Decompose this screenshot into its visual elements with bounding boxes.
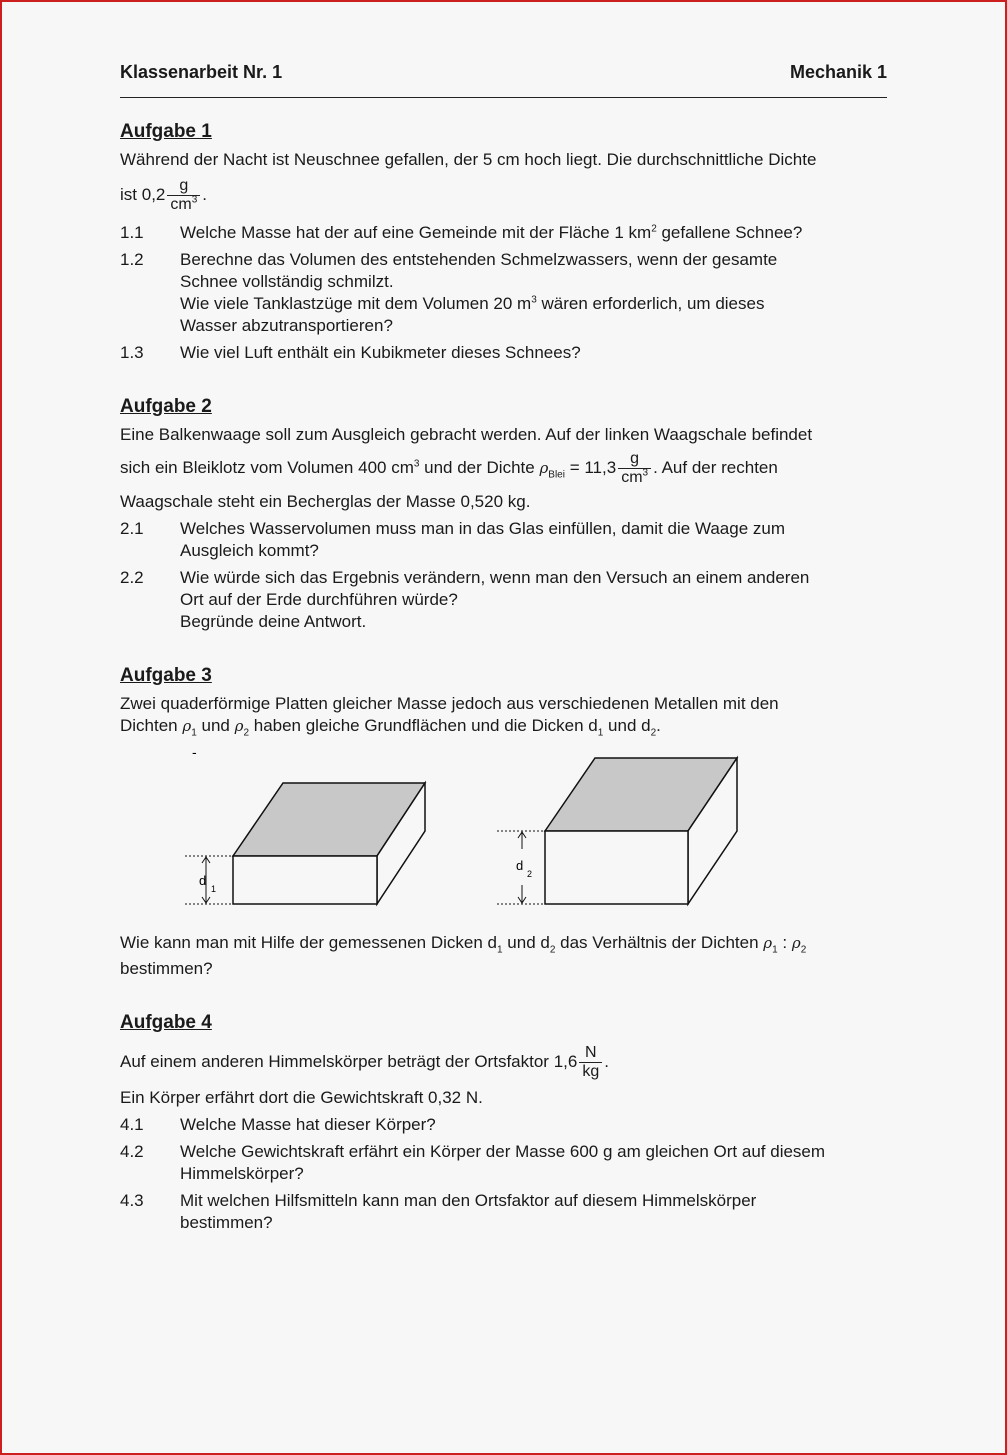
task-4-title: Aufgabe 4	[120, 1012, 212, 1033]
item-4-2: 4.2 Welche Gewichtskraft erfährt ein Körper der Masse 600 g am gleichen Ort auf diesem Himmelskörper?	[120, 1142, 826, 1183]
density-unit: $\frac{g}{cm^3}$	[167, 177, 200, 214]
label-d2: d	[516, 858, 524, 873]
item-4-3: 4.3 Mit welchen Hilfsmitteln kann man den Ortsfaktor auf diesem Himmelskörper bestimmen?	[120, 1191, 757, 1232]
task-1-title: Aufgabe 1	[120, 121, 212, 142]
item-1-3: 1.3 Wie viel Luft enthält ein Kubikmeter dieses Schnees?	[120, 343, 581, 362]
item-2-2: 2.2 Wie würde sich das Ergebnis verändern, wenn man den Versuch an einem anderen Ort auf der Erde durchführen würde? Begründe deine Antwort.	[120, 568, 810, 631]
task-2-line-2: sich ein Bleiklotz vom Volumen 400 $cm^3$ und der Dichte $\rho_{Blei} = 11,3$ $\frac{g}{cm^3}$ . Auf der rechten	[120, 450, 778, 486]
item-1-1: 1.1 Welche Masse hat der auf eine Gemeinde mit der Fläche 1 $km^2$ gefallene Schnee?	[120, 223, 803, 242]
task-3-question-end: bestimmen?	[120, 959, 213, 978]
header-subject: Mechanik 1	[789, 62, 887, 82]
svg-text:1: 1	[211, 884, 217, 894]
task-3-line-2: Dichten $\rho_1$ und $\rho_2$ haben gleiche Grundflächen und die Dicken $d_1$ und $d_2$.	[120, 716, 661, 739]
lead-density-unit: $\frac{g}{cm^3}$	[618, 450, 651, 487]
task-1-density: ist 0,2 $\frac{g}{cm^3}$ .	[120, 177, 207, 213]
task-3	[120, 665, 887, 980]
item-2-1: 2.1 Welches Wasservolumen muss man in das Glas einfüllen, damit die Waage zum Ausgleich kommt?	[120, 519, 786, 560]
task-4-line-1: Auf einem anderen Himmelskörper beträgt der Ortsfaktor 1,6 $\frac{N}{kg}$ .	[120, 1044, 609, 1080]
task-2-line-3: Waagschale steht ein Becherglas der Masse 0,520 kg.	[120, 492, 531, 511]
thickness-marker-d1	[185, 856, 233, 904]
svg-text:2: 2	[527, 869, 533, 879]
item-4-1: 4.1 Welche Masse hat dieser Körper?	[120, 1115, 436, 1134]
figure-dash: -	[192, 744, 197, 760]
task-3-title: Aufgabe 3	[120, 665, 212, 686]
plates-figure	[120, 739, 887, 924]
density-value: 0,2	[141, 184, 166, 204]
task-3-question: Wie kann man mit Hilfe der gemessenen Dicken $d_1$ und $d_2$ das Verhältnis der Dichten $\rho_1$ : $\rho_2$	[120, 933, 807, 956]
task-2-title: Aufgabe 2	[120, 396, 212, 417]
item-1-2: 1.2 Berechne das Volumen des entstehenden Schmelzwassers, wenn der gesamte Schnee vollständig schmilzt. Wie viele Tanklastzüge mit dem Volumen 20 $m^3$ wären erforderlich, um dieses Wasser abzutransportieren?	[120, 250, 778, 335]
task-1	[120, 121, 887, 364]
header-title: Klassenarbeit Nr. 1	[120, 62, 283, 82]
label-d1: d	[199, 873, 207, 888]
gravity-unit: $\frac{N}{kg}$	[579, 1044, 602, 1081]
task-4	[120, 1012, 887, 1234]
worksheet	[120, 62, 887, 1234]
plate-thin	[233, 783, 425, 904]
gravity-value: 1,6	[553, 1051, 578, 1071]
thickness-marker-d2	[497, 831, 545, 904]
header	[120, 62, 887, 98]
task-2-line-1: Eine Balkenwaage soll zum Ausgleich gebracht werden. Auf der linken Waagschale befindet	[120, 425, 813, 444]
task-3-line-1: Zwei quaderförmige Platten gleicher Masse jedoch aus verschiedenen Metallen mit den	[120, 694, 779, 713]
task-4-line-2: Ein Körper erfährt dort die Gewichtskraft 0,32 N.	[120, 1088, 483, 1107]
task-2	[120, 396, 887, 633]
task-1-intro: Während der Nacht ist Neuschnee gefallen, der 5 cm hoch liegt. Die durchschnittliche Dichte	[120, 150, 817, 169]
plate-thick	[545, 758, 737, 904]
